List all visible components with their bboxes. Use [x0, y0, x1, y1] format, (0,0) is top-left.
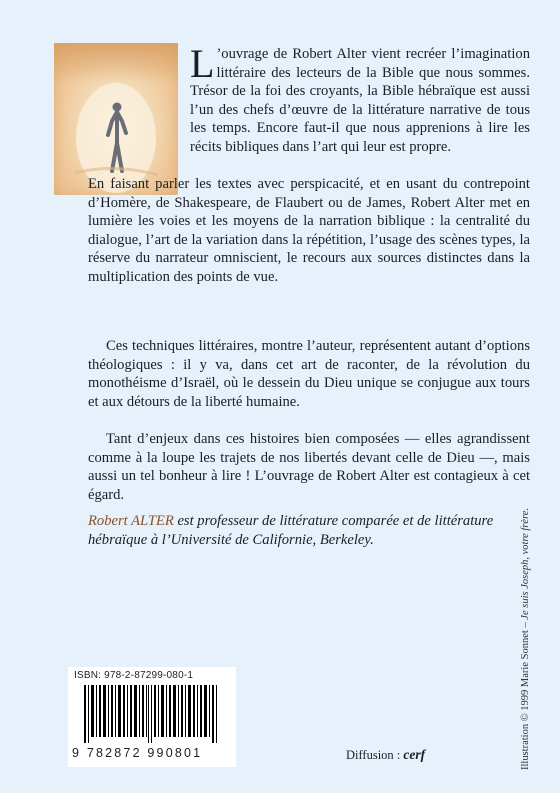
- intro-text: ’ouvrage de Robert Alter vient recréer l’imagination littéraire des lecteurs de la Bible que nous sommes. Trésor de la foi des croyants, la Bible hébraïque est aussi l’un des chefs d’œuvre de la littérature narrative de tous les temps. Encore faut-il que nous apprenions à lire les récits bibliques dans l’art qui leur est propre.: [190, 46, 530, 155]
- dropcap: L: [190, 41, 215, 86]
- author-name: Robert ALTER: [88, 513, 174, 529]
- intro-paragraph-wrapped: [190, 41, 530, 157]
- cover-illustration: [54, 43, 178, 195]
- third-paragraph: Tant d’enjeux dans ces histoires bien composées — elles agrandissent comme à la loupe les trajets de nos libertés devant celle de Dieu —, mais aussi un tel bonheur à lire ! L’ouvrage de Robert Alter est contagieux à cet égard.: [88, 431, 530, 503]
- illustration-credit: [520, 508, 531, 770]
- barcode-digits: 9 782872 990801: [72, 746, 203, 760]
- credit-title: Je suis Joseph, votre frère.: [520, 507, 531, 620]
- distribution-label: Diffusion :: [346, 748, 404, 762]
- painted-figure-illustration: [54, 43, 178, 195]
- distribution-line: [346, 747, 425, 763]
- distribution-brand: cerf: [403, 747, 426, 762]
- barcode-icon: [84, 685, 234, 743]
- author-bio: [88, 512, 508, 550]
- second-paragraph: Ces techniques littéraires, montre l’auteur, représentent autant d’options théologiques : il y va, dans cet art de raconter, de la révolution du monothéisme d’Israël, où le dessein du Dieu unique se conjugue aux tours et aux détours de la liberté humaine.: [88, 338, 530, 410]
- credit-prefix: Illustration © 1999 Marie Sonnet –: [520, 619, 531, 770]
- intro-paragraph-continued: En faisant parler les textes avec perspicacité, et en usant du contrepoint d’Homère, de Shakespeare, de Flaubert ou de James, Robert Alter met en lumière les voies et les moyens de la narration biblique : la centralité du dialogue, l’art de la variation dans la répétition, l’usage des scènes types, la réserve du narrateur omniscient, le recours aux sources distinctes dans la multiplication des points de vue.: [88, 176, 530, 285]
- isbn-label: ISBN: 978-2-87299-080-1: [74, 670, 194, 681]
- author-bio-text: est professeur de littérature comparée et de littérature hébraïque à l’Université de Californie, Berkeley.: [88, 513, 494, 548]
